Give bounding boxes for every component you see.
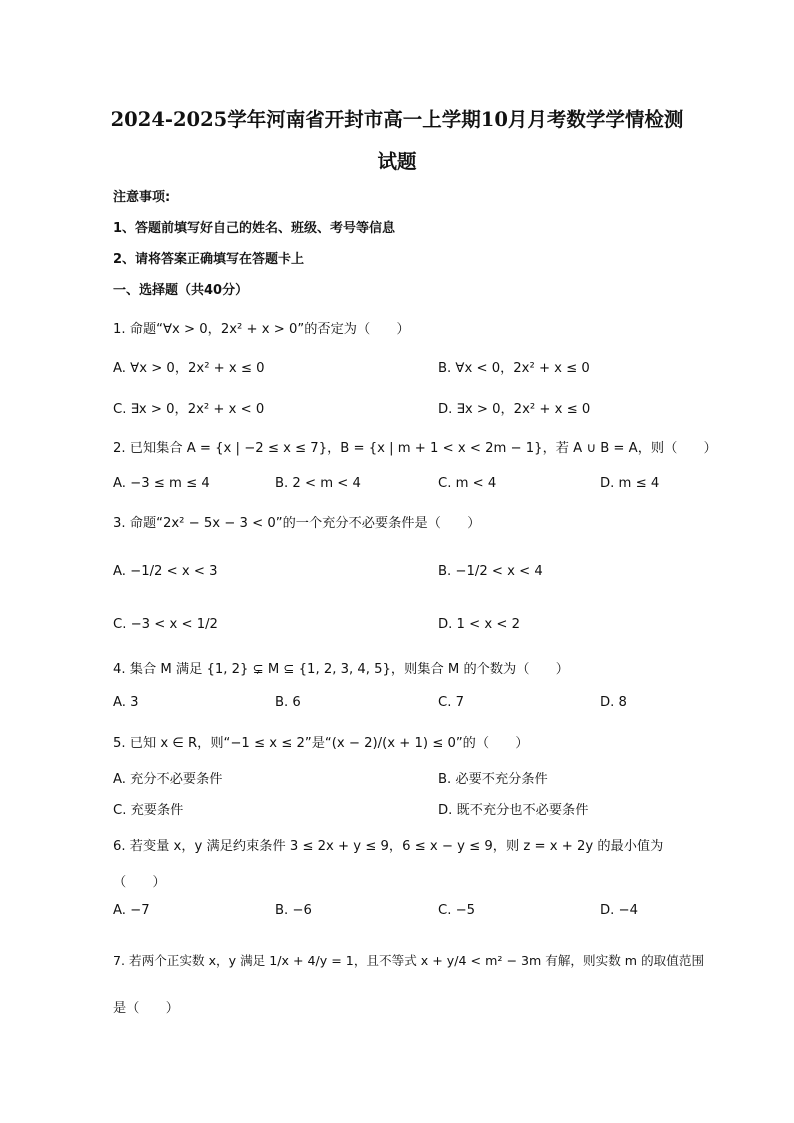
question-4-option-c: C. 7 xyxy=(438,695,464,710)
question-6-stem: 6. 若变量 x，y 满足约束条件 3 ≤ 2x + y ≤ 9，6 ≤ x − y ≤ 9，则 z = x + 2y 的最小值为 xyxy=(113,839,664,854)
notes-heading: 注意事项: xyxy=(113,190,171,205)
notes-item-1: 1、答题前填写好自己的姓名、班级、考号等信息 xyxy=(113,221,396,236)
question-1-option-d: D. ∃x > 0，2x² + x ≤ 0 xyxy=(438,402,591,417)
question-4-option-a: A. 3 xyxy=(113,695,139,710)
question-1-option-b: B. ∀x < 0，2x² + x ≤ 0 xyxy=(438,361,590,376)
question-6-option-a: A. −7 xyxy=(113,903,150,918)
question-4-option-b: B. 6 xyxy=(275,695,301,710)
question-2-option-d: D. m ≤ 4 xyxy=(600,476,660,491)
page-title-line1: 2024-2025学年河南省开封市高一上学期10月月考数学学情检测 xyxy=(110,108,684,131)
question-2-option-b: B. 2 < m < 4 xyxy=(275,476,361,491)
question-2-option-c: C. m < 4 xyxy=(438,476,497,491)
section-heading: 一、选择题（共40分） xyxy=(113,283,249,298)
question-6-option-d: D. −4 xyxy=(600,903,638,918)
question-5-option-a: A. 充分不必要条件 xyxy=(113,772,223,787)
question-6-option-b: B. −6 xyxy=(275,903,312,918)
question-3-option-b: B. −1/2 < x < 4 xyxy=(438,564,543,579)
question-5-option-b: B. 必要不充分条件 xyxy=(438,772,548,787)
question-4-stem: 4. 集合 M 满足 {1, 2} ⊊ M ⊆ {1, 2, 3, 4, 5}，则集合 M 的个数为（ ） xyxy=(113,662,569,677)
question-1-stem: 1. 命题“∀x > 0，2x² + x > 0”的否定为（ ） xyxy=(113,322,410,337)
question-2-option-a: A. −3 ≤ m ≤ 4 xyxy=(113,476,210,491)
question-3-stem: 3. 命题“2x² − 5x − 3 < 0”的一个充分不必要条件是（ ） xyxy=(113,516,481,531)
question-4-option-d: D. 8 xyxy=(600,695,627,710)
question-3-option-c: C. −3 < x < 1/2 xyxy=(113,617,218,632)
question-5-stem: 5. 已知 x ∈ R，则“−1 ≤ x ≤ 2”是“(x − 2)/(x + 1) ≤ 0”的（ ） xyxy=(113,736,529,751)
question-7-stem-cont: 是（ ） xyxy=(113,1001,179,1016)
question-1-option-a: A. ∀x > 0，2x² + x ≤ 0 xyxy=(113,361,265,376)
question-2-stem: 2. 已知集合 A = {x | −2 ≤ x ≤ 7}，B = {x | m + 1 < x < 2m − 1}，若 A ∪ B = A，则（ ） xyxy=(113,441,717,456)
question-5-option-d: D. 既不充分也不必要条件 xyxy=(438,803,589,818)
question-7-stem: 7. 若两个正实数 x，y 满足 1/x + 4/y = 1，且不等式 x + y/4 < m² − 3m 有解，则实数 m 的取值范围 xyxy=(113,953,705,968)
question-6-option-c: C. −5 xyxy=(438,903,476,918)
question-5-option-c: C. 充要条件 xyxy=(113,803,184,818)
notes-item-2: 2、请将答案正确填写在答题卡上 xyxy=(113,252,305,267)
question-6-stem-cont: （ ） xyxy=(113,875,166,890)
question-3-option-d: D. 1 < x < 2 xyxy=(438,617,520,632)
question-3-option-a: A. −1/2 < x < 3 xyxy=(113,564,218,579)
question-1-option-c: C. ∃x > 0，2x² + x < 0 xyxy=(113,402,265,417)
page-title-line2: 试题 xyxy=(377,150,417,173)
